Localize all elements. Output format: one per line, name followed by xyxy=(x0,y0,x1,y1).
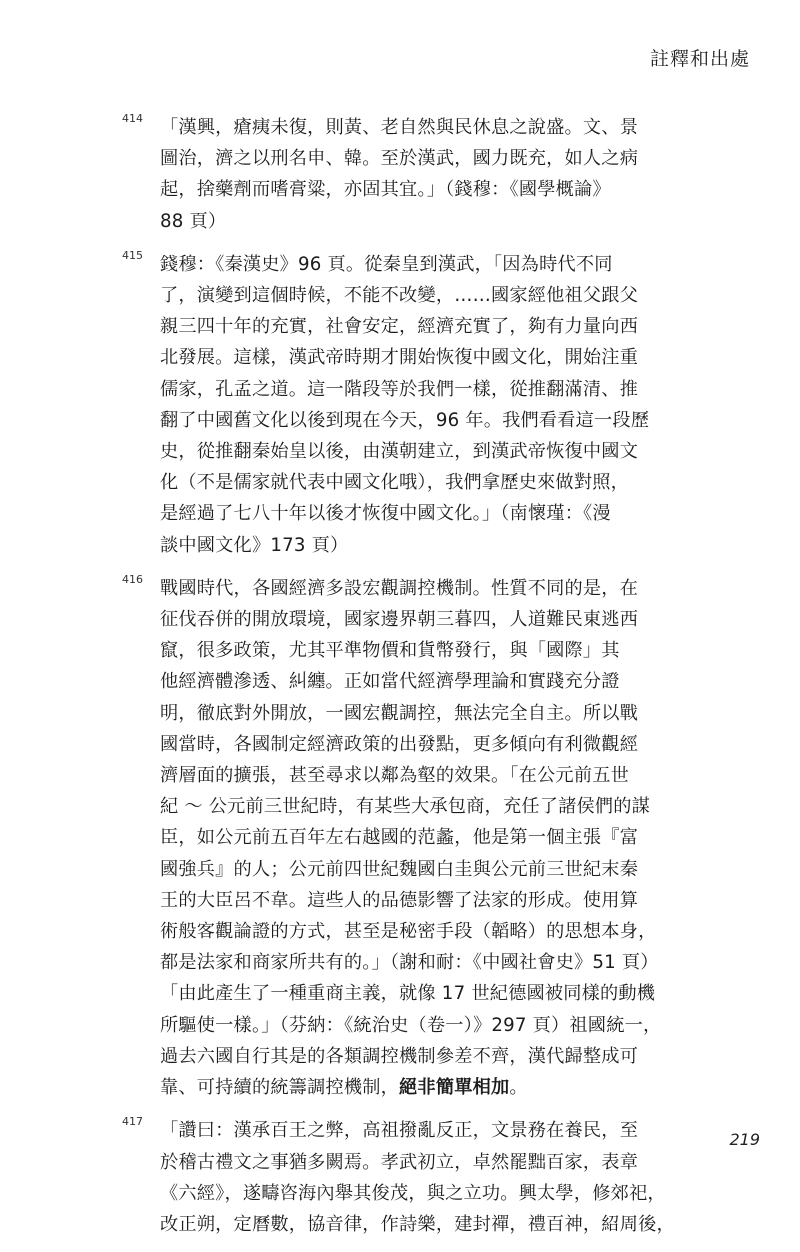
text-line: 儒家，孔孟之道。這一階段等於我們一樣，從推翻滿清、推 xyxy=(160,378,639,400)
endnote-417 xyxy=(118,1115,710,1240)
text-line: 88 頁） xyxy=(160,210,227,232)
text-line: 改正朔，定曆數，協音律，作詩樂，建封禪，禮百神，紹周後， xyxy=(160,1213,675,1235)
text-line: 錢穆：《秦漢史》96 頁。從秦皇到漢武，「因為時代不同 xyxy=(160,253,613,275)
text-line: 於稽古禮文之事猶多闕焉。孝武初立，卓然罷黜百家，表章 xyxy=(160,1151,639,1173)
text-line: 臣，如公元前五百年左右越國的范蠡，他是第一個主張『富 xyxy=(160,827,639,849)
bold-emphasis: 絕非簡單相加 xyxy=(399,1077,510,1099)
text-line: 北發展。這樣，漢武帝時期才開始恢復中國文化，開始注重 xyxy=(160,347,639,369)
endnote-416 xyxy=(118,573,710,1103)
text-line: 《六經》，遂疇咨海內舉其俊茂，與之立功。興太學，修郊祀， xyxy=(160,1182,666,1204)
text-line: 征伐吞併的開放環境，國家邊界朝三暮四，人道難民東逃西 xyxy=(160,609,639,631)
endnote-number: 417 xyxy=(122,1115,143,1129)
page-number: 219 xyxy=(729,1130,760,1149)
endnote-number: 414 xyxy=(122,112,143,125)
text-line: 國強兵』的人；公元前四世紀魏國白圭與公元前三世紀末秦 xyxy=(160,858,639,880)
text-line: 「讚曰：漢承百王之弊，高祖撥亂反正，文景務在養民，至 xyxy=(160,1120,639,1142)
text-plain: 。 xyxy=(509,1077,528,1099)
running-head-title: 註釋和出處 xyxy=(649,48,750,70)
text-line: 史，從推翻秦始皇以後，由漢朝建立，到漢武帝恢復中國文 xyxy=(160,441,639,463)
text-line: 「由此產生了一種重商主義，就像 17 世紀德國被同樣的動機 xyxy=(160,983,656,1005)
text-line: 戰國時代，各國經濟多設宏觀調控機制。性質不同的是，在 xyxy=(160,577,639,599)
text-line: 明，徹底對外開放，一國宏觀調控，無法完全自主。所以戰 xyxy=(160,702,639,724)
endnote-text xyxy=(160,1115,710,1240)
endnote-number: 415 xyxy=(122,248,143,262)
text-line: 化（不是儒家就代表中國文化哦），我們拿歷史來做對照， xyxy=(160,472,629,494)
endnote-text xyxy=(160,249,710,561)
text-line: 過去六國自行其是的各類調控機制參差不齊，漢代歸整成可 xyxy=(160,1045,639,1067)
text-line: 「漢興，瘡痍未復，則黃、老自然與民休息之說盛。文、景 xyxy=(160,117,639,138)
text-line: 國當時，各國制定經濟政策的出發點，更多傾向有利微觀經 xyxy=(160,733,639,755)
text-line: 談中國文化》173 頁） xyxy=(160,534,349,556)
text-line: 竄，很多政策，尤其平準物價和貨幣發行，與「國際」其 xyxy=(160,640,620,662)
text-line: 了，演變到這個時候，不能不改變，……國家經他祖父跟父 xyxy=(160,285,639,307)
text-line: 所驅使一樣。」（芬納：《統治史（卷一）》297 頁）祖國統一， xyxy=(160,1014,662,1036)
endnote-415 xyxy=(118,249,710,561)
text-line-with-emphasis xyxy=(160,1072,710,1103)
text-line: 紀 ～ 公元前三世紀時，有某些大承包商，充任了諸侯們的謀 xyxy=(160,796,651,818)
text-line: 是經過了七八十年以後才恢復中國文化。」（南懷瑾：《漫 xyxy=(160,503,611,525)
text-line: 親三四十年的充實，社會安定，經濟充實了，夠有力量向西 xyxy=(160,316,639,338)
text-plain: 靠、可持續的統籌調控機制， xyxy=(160,1077,400,1099)
endnote-number: 416 xyxy=(122,572,143,586)
endnotes-list xyxy=(118,112,710,1252)
endnote-text xyxy=(160,573,710,1103)
text-line: 翻了中國舊文化以後到現在今天，96 年。我們看看這一段歷 xyxy=(160,409,650,431)
endnote-text xyxy=(160,112,710,237)
text-line: 濟層面的擴張，甚至尋求以鄰為壑的效果。「在公元前五世 xyxy=(160,765,629,787)
text-line: 術般客觀論證的方式，甚至是秘密手段（韜略）的思想本身， xyxy=(160,921,657,943)
text-line: 他經濟體滲透、糾纏。正如當代經濟學理論和實踐充分證 xyxy=(160,671,620,693)
text-line: 圖治，濟之以刑名申、韓。至於漢武，國力既充，如人之病 xyxy=(160,148,639,170)
text-line: 都是法家和商家所共有的。」（謝和耐：《中國社會史》51 頁） xyxy=(160,952,659,974)
text-line: 王的大臣呂不韋。這些人的品德影響了法家的形成。使用算 xyxy=(160,889,639,911)
endnote-414 xyxy=(118,112,710,237)
text-line: 起，捨藥劑而嗜膏粱，亦固其宜。」（錢穆：《國學概論》 xyxy=(160,179,611,201)
